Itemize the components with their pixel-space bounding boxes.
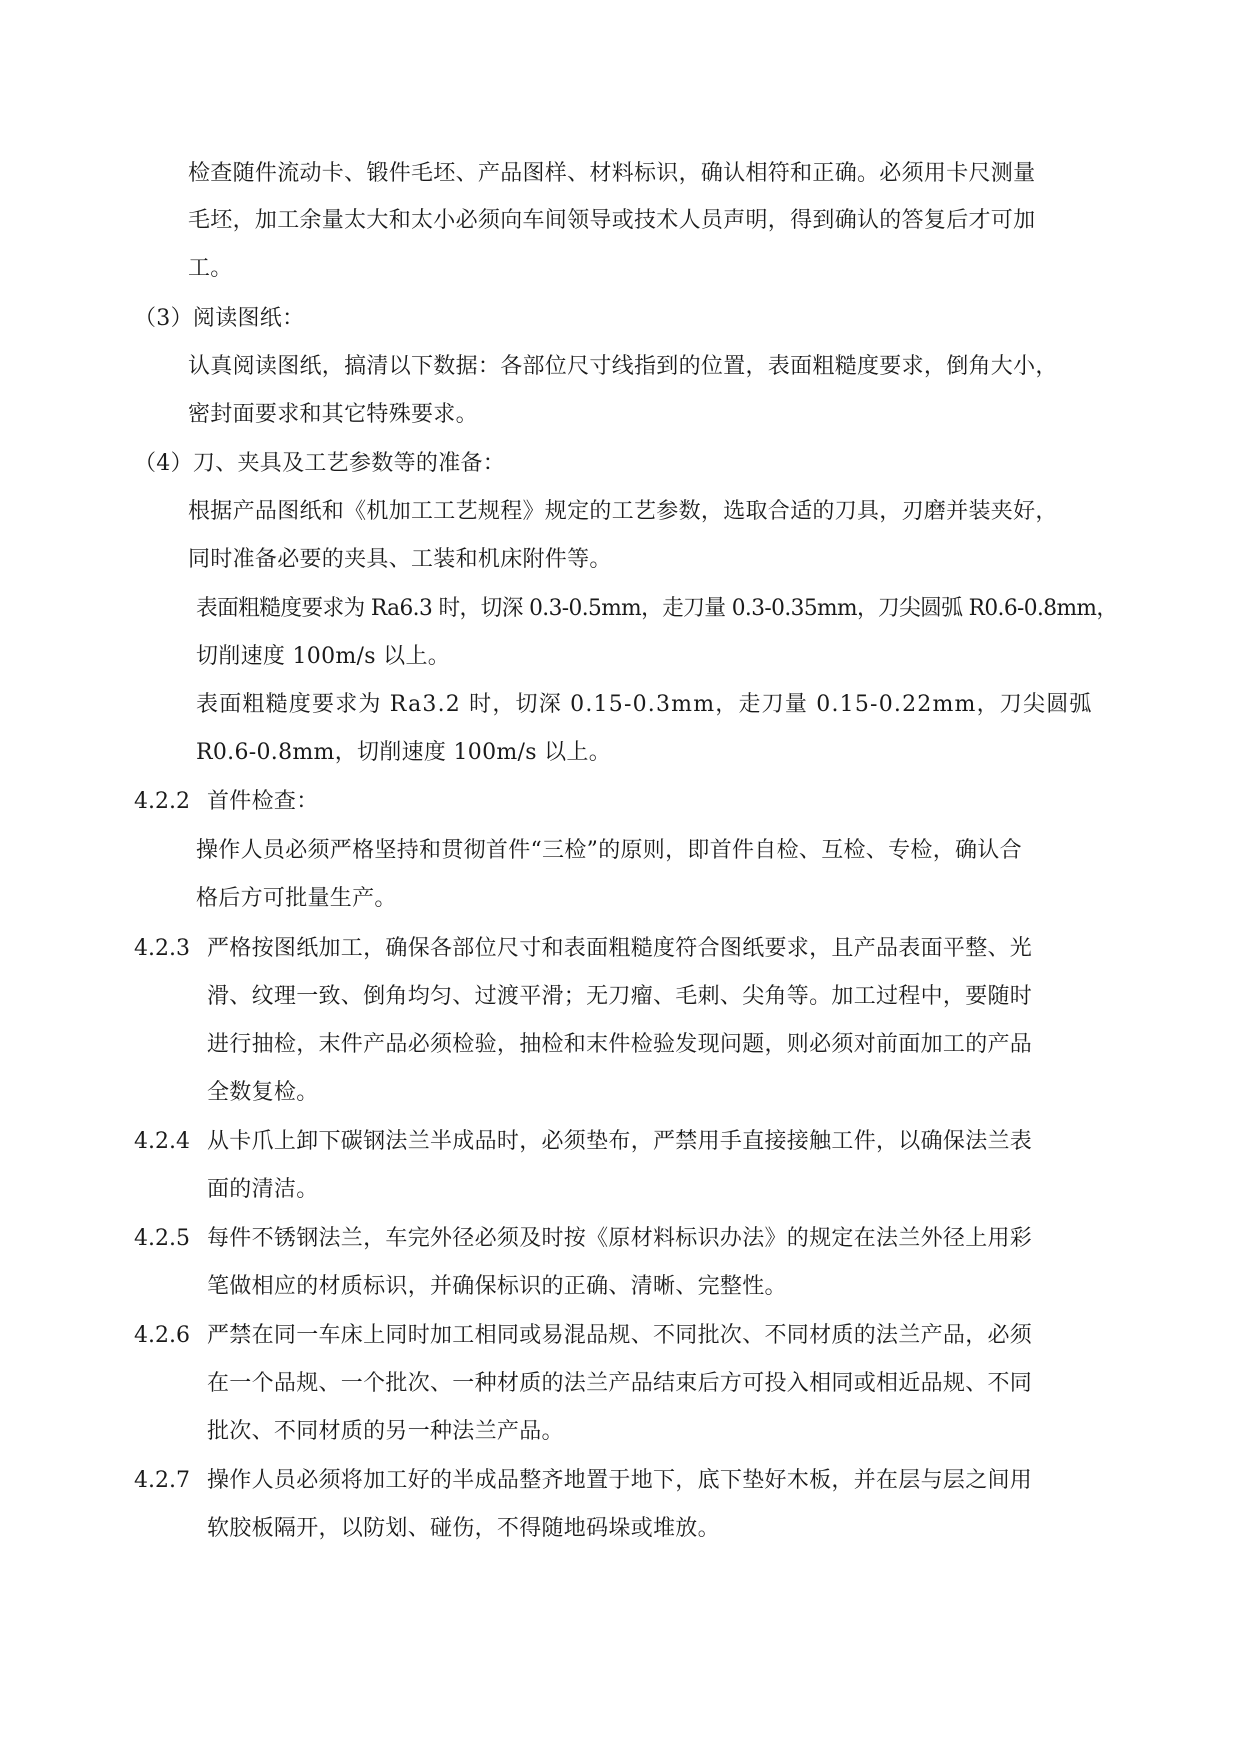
section-4-2-2-number: 4.2.2 — [134, 789, 190, 814]
item-3-heading: （3）阅读图纸： — [134, 306, 305, 331]
section-4-2-6-line-3: 批次、不同材质的另一种法兰产品。 — [207, 1419, 564, 1444]
section-4-2-7-line-1: 操作人员必须将加工好的半成品整齐地置于地下，底下垫好木板，并在层与层之间用 — [207, 1468, 1033, 1493]
intro-line-1: 检查随件流动卡、锻件毛坯、产品图样、材料标识，确认相符和正确。必须用卡尺测量 — [188, 161, 1036, 186]
section-4-2-3-line-4: 全数复检。 — [207, 1080, 319, 1105]
ra63-line-1: 表面粗糙度要求为 Ra6.3 时，切深 0.3-0.5mm，走刀量 0.3-0.35mm，刀尖圆弧 R0.6-0.8mm， — [196, 596, 1118, 621]
item-4-line-1: 根据产品图纸和《机加工工艺规程》规定的工艺参数，选取合适的刀具，刃磨并装夹好， — [188, 499, 1058, 524]
section-4-2-4-line-2: 面的清洁。 — [207, 1177, 319, 1202]
item-3-line-2: 密封面要求和其它特殊要求。 — [188, 402, 478, 427]
section-4-2-7-number: 4.2.7 — [134, 1468, 190, 1493]
item-4-heading: （4）刀、夹具及工艺参数等的准备： — [134, 451, 506, 476]
section-4-2-6-line-2: 在一个品规、一个批次、一种材质的法兰产品结束后方可投入相同或相近品规、不同 — [207, 1371, 1033, 1396]
section-4-2-6-line-1: 严禁在同一车床上同时加工相同或易混品规、不同批次、不同材质的法兰产品，必须 — [207, 1323, 1033, 1348]
section-4-2-2-line-2: 格后方可批量生产。 — [196, 886, 397, 911]
section-4-2-3-line-1: 严格按图纸加工，确保各部位尺寸和表面粗糙度符合图纸要求，且产品表面平整、光 — [207, 936, 1033, 961]
section-4-2-7-line-2: 软胶板隔开，以防划、碰伤，不得随地码垛或堆放。 — [207, 1516, 720, 1541]
section-4-2-3-number: 4.2.3 — [134, 936, 190, 961]
section-4-2-4-number: 4.2.4 — [134, 1129, 190, 1154]
item-3-line-1: 认真阅读图纸，搞清以下数据：各部位尺寸线指到的位置，表面粗糙度要求，倒角大小， — [188, 354, 1058, 379]
section-4-2-5-number: 4.2.5 — [134, 1226, 190, 1251]
section-4-2-6-number: 4.2.6 — [134, 1323, 190, 1348]
ra32-line-2: R0.6-0.8mm，切削速度 100m/s 以上。 — [196, 740, 612, 765]
section-4-2-2-line-1: 操作人员必须严格坚持和贯彻首件“三检”的原则，即首件自检、互检、专检，确认合 — [196, 838, 1022, 863]
section-4-2-3-line-2: 滑、纹理一致、倒角均匀、过渡平滑；无刀瘤、毛刺、尖角等。加工过程中，要随时 — [207, 984, 1033, 1009]
item-4-line-2: 同时准备必要的夹具、工装和机床附件等。 — [188, 547, 612, 572]
intro-line-3: 工。 — [188, 256, 233, 281]
section-4-2-3-line-3: 进行抽检，末件产品必须检验，抽检和末件检验发现问题，则必须对前面加工的产品 — [207, 1032, 1033, 1057]
intro-line-2: 毛坯，加工余量太大和太小必须向车间领导或技术人员声明，得到确认的答复后才可加 — [188, 208, 1036, 233]
section-4-2-4-line-1: 从卡爪上卸下碳钢法兰半成品时，必须垫布，严禁用手直接接触工件，以确保法兰表 — [207, 1129, 1033, 1154]
ra32-line-1: 表面粗糙度要求为 Ra3.2 时，切深 0.15-0.3mm，走刀量 0.15-0.22mm，刀尖圆弧 — [196, 692, 1093, 717]
section-4-2-2-title: 首件检查： — [207, 789, 319, 814]
ra63-line-2: 切削速度 100m/s 以上。 — [196, 644, 451, 669]
section-4-2-5-line-1: 每件不锈钢法兰，车完外径必须及时按《原材料标识办法》的规定在法兰外径上用彩 — [207, 1226, 1033, 1251]
section-4-2-5-line-2: 笔做相应的材质标识，并确保标识的正确、清晰、完整性。 — [207, 1274, 787, 1299]
